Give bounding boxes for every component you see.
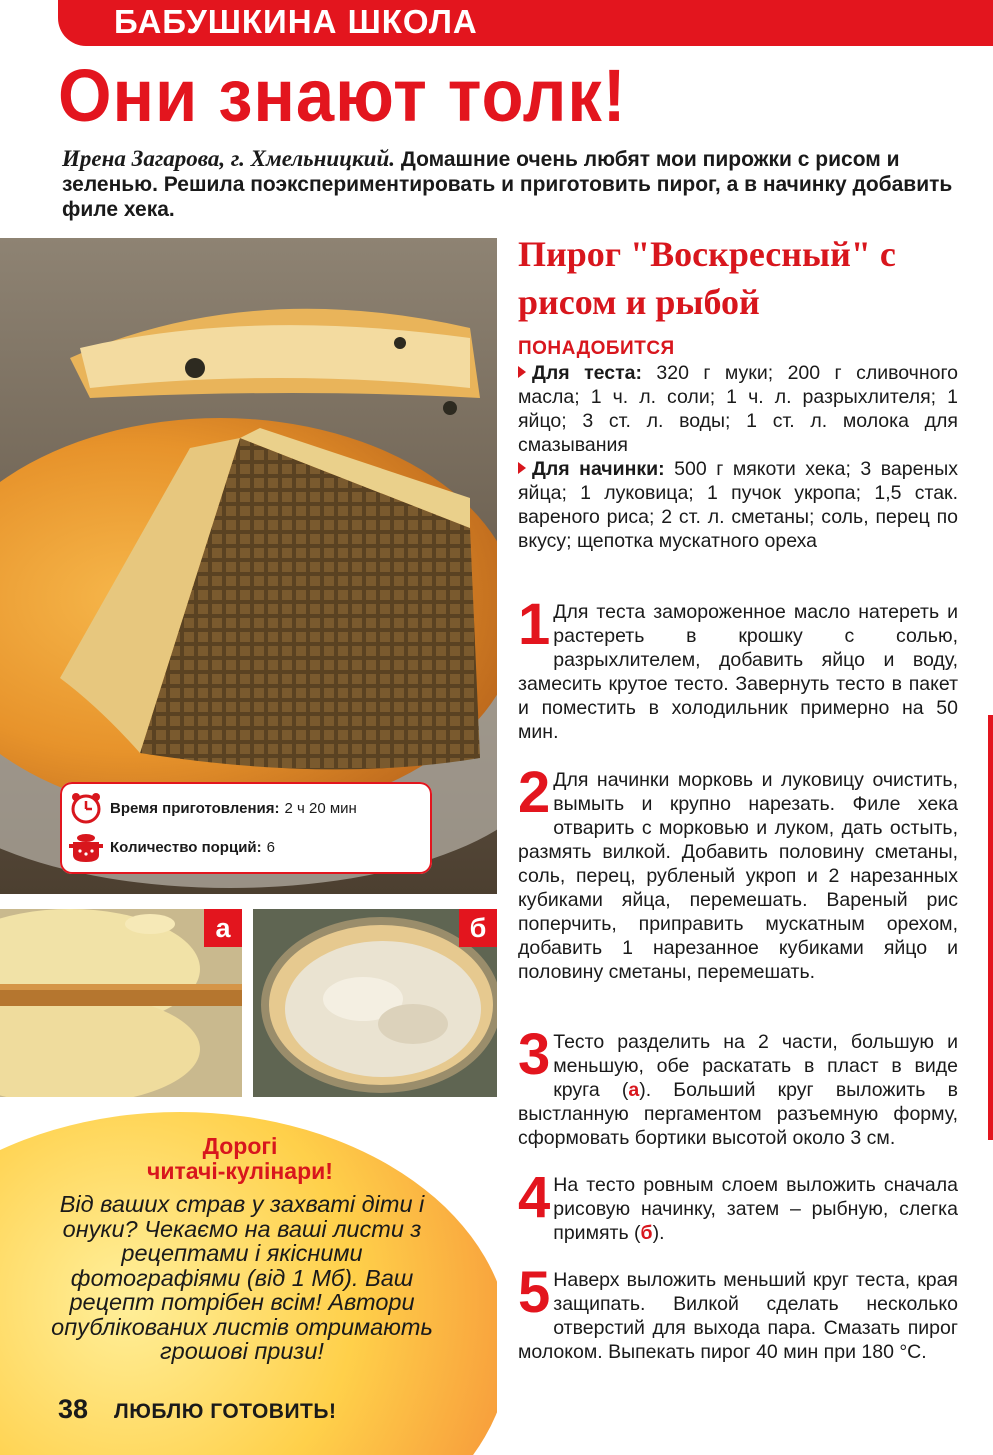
step-text-end: ). Больший круг выложить в выстланную пергаментом разъемную форму, сформовать бортики высотой около 3 см. bbox=[518, 1079, 958, 1149]
filling-label: Для начинки: bbox=[532, 458, 665, 480]
filling-ingredients bbox=[518, 457, 958, 553]
page-edge-line bbox=[988, 715, 993, 1140]
page-title: Они знают толк! bbox=[58, 54, 627, 137]
intro-paragraph bbox=[62, 146, 962, 222]
author-name: Ирена Загарова, г. Хмельницкий. bbox=[62, 146, 396, 171]
step-text: Тесто разделить на 2 части, большую и меньшую, обе раскатать в пласт в виде круга ( bbox=[553, 1031, 958, 1101]
step-text: Для начинки морковь и луковицу очистить, вымыть и крупно нарезать. Филе хека отварить с морковью и луком, дать остыть, размять вилкой. Добавить половину сметаны, соль, перец, рубленый укроп и 2 нарезанных кубиками яйца, перемешать. Вареный рис поперчить, приправить мускатным орехом, добавить 1 нарезанное кубиками яйцо и половину сметаны, перемешать. bbox=[518, 769, 958, 983]
photo-reference: а bbox=[628, 1079, 640, 1101]
step-5 bbox=[518, 1260, 958, 1364]
dough-label: Для теста: bbox=[532, 362, 642, 384]
ingredients bbox=[518, 361, 958, 553]
recipe-title: Пирог "Воскресный" с рисом и рыбой bbox=[518, 234, 896, 322]
photo-tag-a: а bbox=[204, 909, 242, 947]
alarm-clock-icon bbox=[68, 790, 104, 826]
promo-text: Від ваших страв у захваті діти і онуки? Чекаємо на ваші листи з рецептами і якісними фотографіями (від 1 Мб). Ваш рецепт потрібен всім! Автори опублікованих листів отримають грошові призи! bbox=[51, 1191, 433, 1364]
promo-title-line2: читачі-кулінари! bbox=[147, 1158, 333, 1184]
cooking-time-value: 2 ч 20 мин bbox=[284, 799, 357, 817]
photo-tag-b: б bbox=[459, 909, 497, 947]
step-text: На тесто ровным слоем выложить сначала рисовую начинку, затем – рыбную, слегка примять ( bbox=[553, 1174, 958, 1244]
step-photo-a bbox=[0, 909, 242, 1097]
step-1 bbox=[518, 592, 958, 744]
servings-row bbox=[68, 829, 275, 865]
ingredients-heading: ПОНАДОБИТСЯ bbox=[518, 338, 675, 359]
magazine-name: ЛЮБЛЮ ГОТОВИТЬ! bbox=[114, 1400, 337, 1423]
step-text: Для теста замороженное масло натереть и растереть в крошку с солью, разрыхлителем, добавить яйцо и воду, замесить крутое тесто. Завернуть тесто в пакет и поместить в холодильник примерно на 50 мин. bbox=[518, 601, 958, 743]
step-text: Наверх выложить меньший круг теста, края защипать. Вилкой сделать несколько отверстий для выхода пара. Смазать пирог молоком. Выпекать пирог 40 мин при 180 °С. bbox=[518, 1269, 958, 1363]
section-banner bbox=[58, 0, 993, 46]
step-number: 1 bbox=[518, 592, 551, 657]
step-number: 3 bbox=[518, 1022, 551, 1087]
dough-text: 320 г муки; 200 г сливочного масла; 1 ч. л. соли; 1 ч. л. разрыхлителя; 1 яйцо; 3 ст. л. воды; 1 ст. л. молока для смазывания bbox=[518, 362, 958, 456]
servings-value: 6 bbox=[266, 838, 275, 856]
page-number: 38 bbox=[58, 1394, 89, 1424]
step-number: 2 bbox=[518, 760, 551, 825]
step-number: 5 bbox=[518, 1260, 551, 1325]
pot-icon bbox=[68, 829, 104, 865]
cooking-time-row bbox=[68, 790, 357, 826]
step-text-end: ). bbox=[652, 1222, 665, 1244]
dough-ingredients bbox=[518, 361, 958, 457]
servings-label: Количество порций: bbox=[110, 838, 262, 856]
photo-reference: б bbox=[640, 1222, 653, 1244]
section-label: БАБУШКИНА ШКОЛА bbox=[114, 3, 478, 40]
step-photo-b bbox=[253, 909, 497, 1097]
step-4 bbox=[518, 1165, 958, 1245]
cooking-time-label: Время приготовления: bbox=[110, 799, 280, 817]
step-number: 4 bbox=[518, 1165, 551, 1230]
intro-text: Домашние очень любят мои пирожки с рисом и зеленью. Решила поэкспериментировать и приготовить пирог, а в начинку добавить филе хека. bbox=[62, 148, 953, 221]
filling-text: 500 г мякоти хека; 3 вареных яйца; 1 луковица; 1 пучок укропа; 1,5 стак. вареного риса; 2 ст. л. сметаны; соль, перец по вкусу; щепотка мускатного ореха bbox=[518, 458, 958, 552]
step-3 bbox=[518, 1022, 958, 1150]
cooking-info-box bbox=[60, 782, 432, 874]
step-2 bbox=[518, 760, 958, 984]
bullet-icon bbox=[518, 366, 526, 378]
bullet-icon bbox=[518, 462, 526, 474]
promo-title-line1: Дорогі bbox=[202, 1133, 278, 1159]
